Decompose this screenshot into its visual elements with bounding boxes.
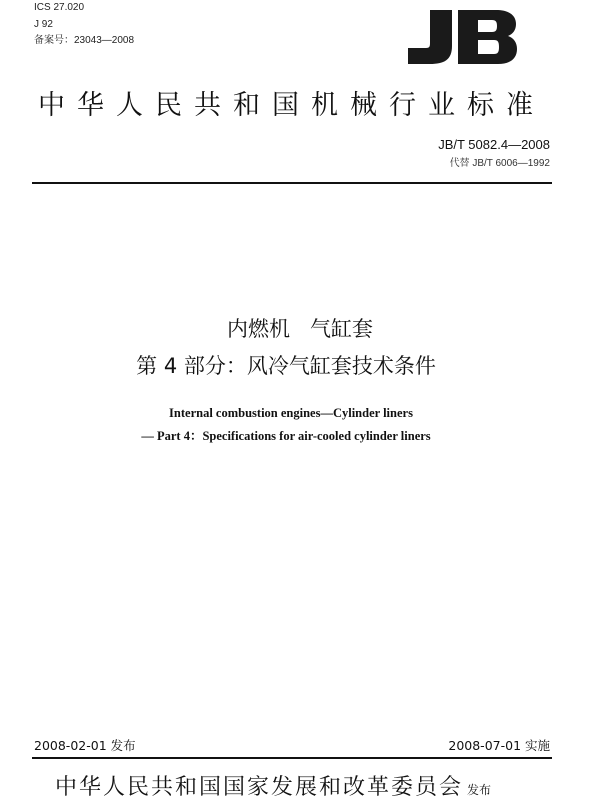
title-cn-line2: 第 4 部分：风冷气缸套技术条件 bbox=[136, 354, 436, 378]
logo-letter-b bbox=[458, 10, 517, 64]
organization-title: 中华人民共和国机械行业标准 bbox=[38, 90, 545, 121]
implementation-date: 2008-07-01 实施 bbox=[448, 738, 550, 753]
ccs-code: J 92 bbox=[34, 19, 53, 30]
publisher-suffix: 发布 bbox=[467, 783, 492, 797]
logo-letter-j bbox=[408, 10, 452, 64]
title-cn-line1: 内燃机 气缸套 bbox=[226, 317, 374, 341]
publisher bbox=[55, 774, 491, 804]
standard-number: JB/T 5082.4—2008 bbox=[438, 137, 550, 152]
issue-date: 2008-02-01 发布 bbox=[34, 738, 136, 753]
filing-number: 备案号：23043—2008 bbox=[34, 35, 135, 46]
header-rule bbox=[32, 182, 552, 184]
title-en-line1: Internal combustion engines—Cylinder liners bbox=[169, 406, 413, 420]
jb-logo bbox=[400, 6, 518, 66]
ics-code: ICS 27.020 bbox=[34, 2, 85, 13]
replaces-standard: 代替 JB/T 6006—1992 bbox=[449, 158, 550, 169]
footer-rule bbox=[32, 757, 552, 759]
publisher-name: 中华人民共和国国家发展和改革委员会 bbox=[55, 775, 464, 800]
title-en-line2: — Part 4：Specifications for air-cooled cylinder liners bbox=[141, 429, 431, 443]
